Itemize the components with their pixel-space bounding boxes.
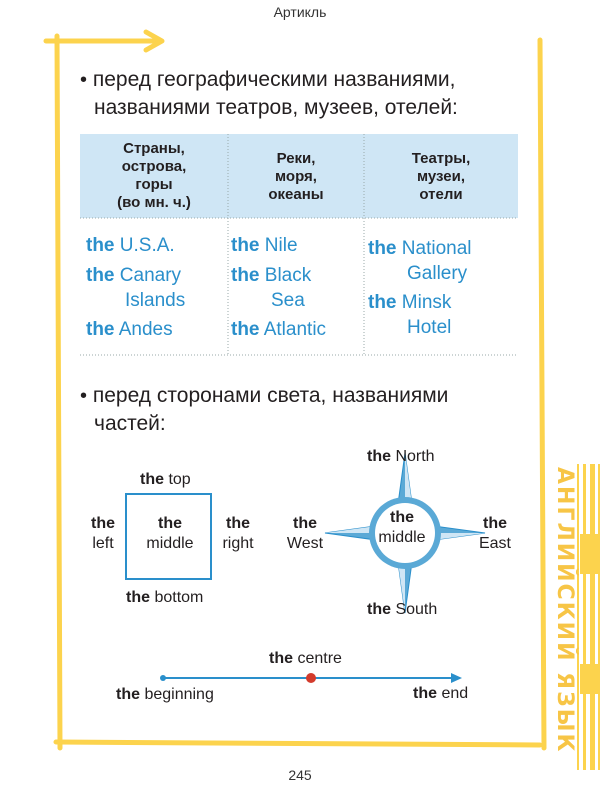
side-tab-title: АНГЛИЙСКИЙ ЯЗЫК — [552, 467, 577, 754]
table-entry: the Andes — [86, 319, 173, 340]
label-the-right: the right — [222, 515, 254, 552]
line-start-dot-icon — [160, 675, 166, 681]
section1-line1: перед географическими названиями, — [92, 68, 456, 91]
label-the-bottom: the bottom — [126, 589, 204, 606]
label-the-west: the West — [286, 515, 324, 552]
table-entry: the Minsk — [368, 292, 452, 313]
table-entry-continued: Gallery — [407, 263, 468, 284]
table-entry: the Nile — [231, 235, 298, 256]
bullet-icon: • — [80, 69, 88, 91]
label-the-left: the left — [91, 515, 115, 552]
label-the-end: the end — [413, 685, 469, 702]
table-entry-continued: Sea — [271, 290, 305, 311]
label-the-middle-compass: the middle — [378, 509, 426, 546]
section2-line2: частей: — [94, 412, 166, 435]
bullet-icon: • — [80, 385, 88, 407]
arrow-head-icon — [451, 673, 462, 683]
centre-dot-icon — [306, 673, 316, 683]
label-the-beginning: the beginning — [116, 686, 214, 703]
page-header-title: Артикль — [273, 4, 327, 20]
table-entry: the National — [368, 238, 472, 259]
table-header-countries: Страны, острова, горы (во мн. ч.) — [117, 140, 191, 211]
table-entry-continued: Hotel — [407, 317, 452, 338]
table-entry: the Atlantic — [231, 319, 327, 340]
table-header-rivers: Реки, моря, океаны — [268, 150, 324, 203]
section2-line1: перед сторонами света, названиями — [92, 384, 449, 407]
table-header-theatres: Театры, музеи, отели — [411, 150, 471, 203]
table-entry-continued: Islands — [125, 290, 186, 311]
label-the-middle: the middle — [146, 515, 194, 552]
table-entry: the Black — [231, 265, 312, 286]
section1-line2: названиями театров, музеев, отелей: — [94, 96, 458, 119]
label-the-east: the East — [478, 515, 511, 552]
section1-text — [80, 66, 540, 122]
page-number: 245 — [288, 767, 312, 783]
label-the-north: the North — [367, 448, 435, 465]
section2-text — [80, 382, 540, 438]
label-the-south: the South — [367, 601, 438, 618]
table-entry: the Canary — [86, 265, 182, 286]
label-the-centre: the centre — [269, 650, 342, 667]
label-the-top: the top — [140, 471, 191, 488]
table-entry: the U.S.A. — [86, 235, 175, 256]
